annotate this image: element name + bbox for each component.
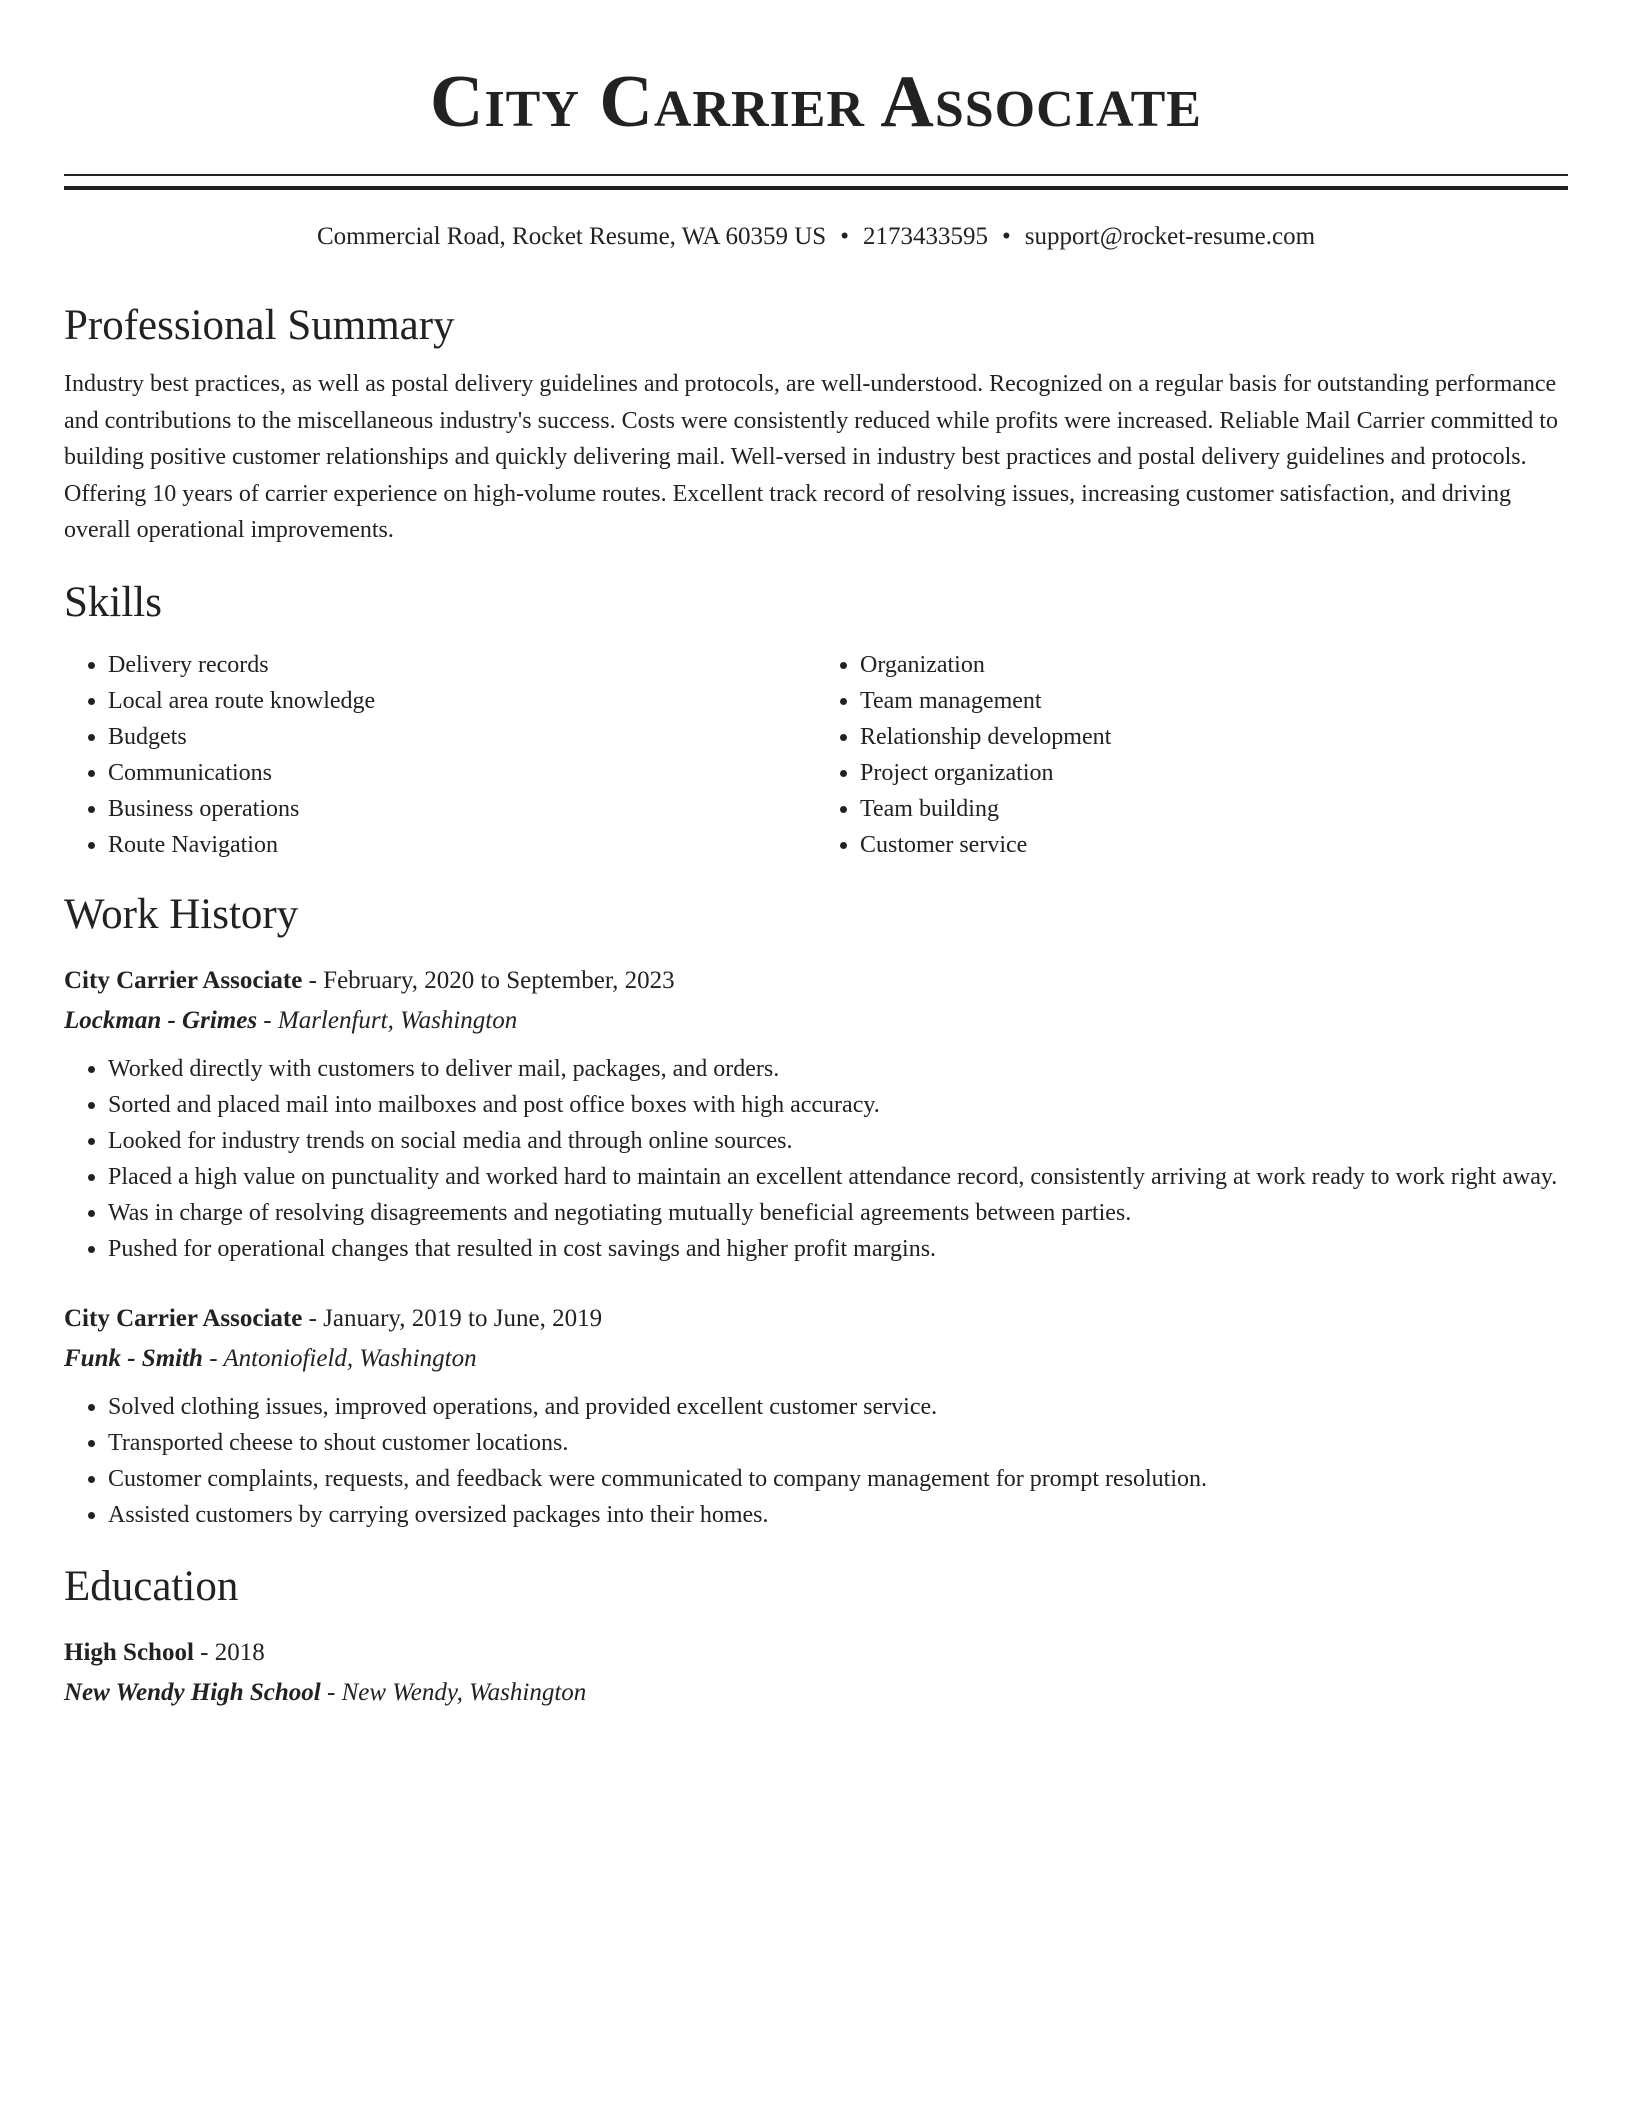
education-school: New Wendy High School [64,1678,321,1706]
job-company-line [64,1341,1568,1377]
skills-heading: Skills [64,578,162,626]
education-heading: Education [64,1562,239,1610]
skill-item: • Communications [108,755,816,791]
job-entry [64,1301,1568,1533]
skill-item: • Budgets [108,719,816,755]
job-company-line [64,1003,1568,1039]
job-title: City Carrier Associate [64,1304,303,1332]
skill-item: • Business operations [108,791,816,827]
education-degree-line [64,1635,1568,1671]
skills-column-right [816,647,1568,863]
contact-separator: • [1001,223,1011,250]
job-title-line [64,963,1568,999]
job-company: Funk - Smith [64,1344,203,1372]
education-degree: High School [64,1638,194,1666]
contact-phone: 2173433595 [862,223,988,250]
duty-item: • Assisted customers by carrying oversized packages into their homes. [108,1497,1568,1533]
duty-item: • Placed a high value on punctuality and worked hard to maintain an excellent attendance record, consistently arriving at work ready to work right away. [108,1159,1568,1195]
job-location: - Marlenfurt, Washington [257,1006,518,1034]
contact-address: Commercial Road, Rocket Resume, WA 60359 US [316,223,827,250]
job-entry [64,963,1568,1267]
job-title: City Carrier Associate [64,966,303,994]
skill-item: • Relationship development [860,719,1568,755]
education-school-line [64,1675,1568,1711]
skill-item: • Local area route knowledge [108,683,816,719]
skill-item: • Team building [860,791,1568,827]
education-year: - 2018 [193,1638,265,1666]
contact-line [64,220,1568,254]
duty-item: • Was in charge of resolving disagreements and negotiating mutually beneficial agreements between parties. [108,1195,1568,1231]
job-dates: - February, 2020 to September, 2023 [302,966,675,994]
skill-item: • Project organization [860,755,1568,791]
job-company: Lockman - Grimes [64,1006,258,1034]
job-duties [64,1051,1568,1267]
header-divider [64,174,1568,190]
skill-item: • Route Navigation [108,827,816,863]
summary-heading: Professional Summary [64,302,455,349]
duty-item: • Transported cheese to shout customer locations. [108,1425,1568,1461]
skills-column-left [64,647,816,863]
summary-text: Industry best practices, as well as postal delivery guidelines and protocols, are well-understood. Recognized on a regular basis for outstanding performance and contributions to the miscellaneous industry's success. Costs were consistently reduced while profits were increased. Reliable Mail Carrier committed to building positive customer relationships and quickly delivering mail. Well-versed in industry best practices and postal delivery guidelines and protocols. Offering 10 years of carrier experience on high-volume routes. Excellent track record of resolving issues, increasing customer satisfaction, and driving overall operational improvements. [64,371,1558,543]
duty-item: • Sorted and placed mail into mailboxes and post office boxes with high accuracy. [108,1087,1568,1123]
education-entry [64,1635,1568,1711]
contact-separator: • [840,223,849,250]
duty-item: • Solved clothing issues, improved operations, and provided excellent customer service. [108,1389,1568,1425]
job-title-line [64,1301,1568,1337]
skill-item: • Team management [860,683,1568,719]
skill-item: • Organization [860,647,1568,683]
work-history-heading: Work History [64,890,299,938]
resume-name: City Carrier Associate [430,61,1202,143]
duty-item: • Customer complaints, requests, and feedback were communicated to company management for prompt resolution. [108,1461,1568,1497]
contact-email: support@rocket-resume.com [1024,223,1316,250]
job-duties [64,1389,1568,1533]
duty-item: • Looked for industry trends on social media and through online sources. [108,1123,1568,1159]
job-location: - Antoniofield, Washington [202,1344,477,1372]
skills-grid [64,647,1568,863]
job-dates: - January, 2019 to June, 2019 [302,1304,603,1332]
duty-item: • Pushed for operational changes that resulted in cost savings and higher profit margins. [108,1231,1568,1267]
education-location: - New Wendy, Washington [320,1678,587,1706]
duty-item: • Worked directly with customers to deliver mail, packages, and orders. [108,1051,1568,1087]
skill-item: • Customer service [860,827,1568,863]
skill-item: • Delivery records [108,647,816,683]
